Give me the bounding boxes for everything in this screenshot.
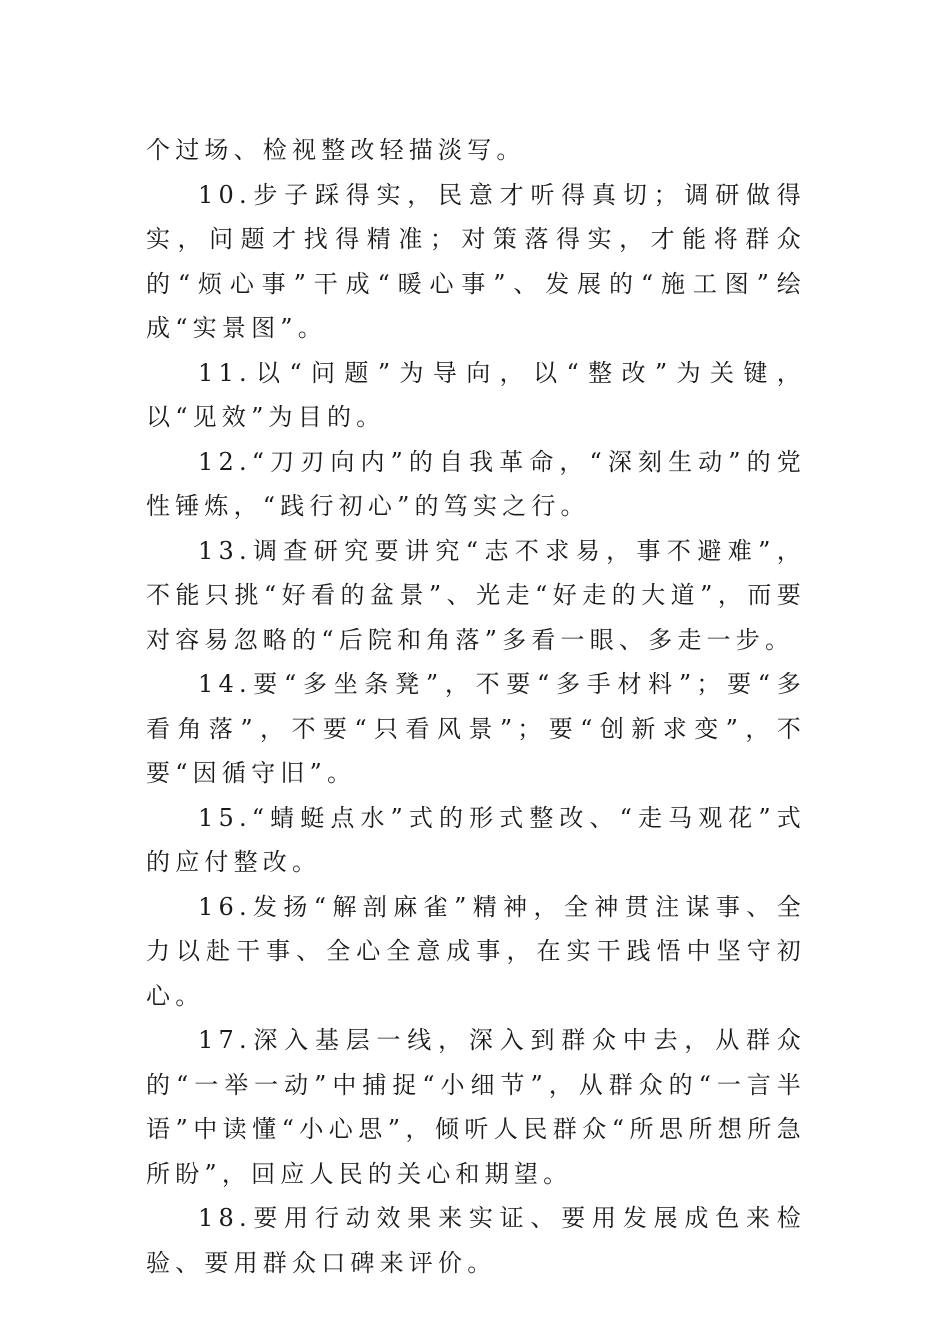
- paragraph-item-14: 14.要“多坐条凳”，不要“多手材料”；要“多看角落”，不要“只看风景”；要“创新求变”，不要“因循守旧”。: [146, 670, 806, 787]
- document-body: [146, 128, 806, 1285]
- paragraph-item-10: 10.步子踩得实，民意才听得真切；调研做得实，问题才找得精准；对策落得实，才能将群众的“烦心事”干成“暖心事”、发展的“施工图”绘成“实景图”。: [146, 180, 806, 342]
- paragraph-item-13: 13.调查研究要讲究“志不求易，事不避难”，不能只挑“好看的盆景”、光走“好走的大道”，而要对容易忽略的“后院和角落”多看一眼、多走一步。: [146, 536, 806, 654]
- paragraph-item-18: 18.要用行动效果来实证、要用发展成色来检验、要用群众口碑来评价。: [146, 1204, 806, 1277]
- paragraph-item-16: 16.发扬“解剖麻雀”精神，全神贯注谋事、全力以赴干事、全心全意成事，在实干践悟中坚守初心。: [146, 892, 806, 1010]
- paragraph-item-11: 11.以“问题”为导向，以“整改”为关键，以“见效”为目的。: [146, 358, 806, 431]
- paragraph-continuation: 个过场、检视整改轻描淡写。: [146, 136, 526, 164]
- paragraph-item-12: 12.“刀刃向内”的自我革命，“深刻生动”的党性锤炼，“践行初心”的笃实之行。: [146, 447, 806, 520]
- paragraph-item-17: 17.深入基层一线，深入到群众中去，从群众的“一举一动”中捕捉“小细节”，从群众的“一言半语”中读懂“小心思”，倾听人民群众“所思所想所急所盼”，回应人民的关心和期望。: [146, 1026, 806, 1188]
- paragraph-item-15: 15.“蜻蜓点水”式的形式整改、“走马观花”式的应付整改。: [146, 803, 806, 876]
